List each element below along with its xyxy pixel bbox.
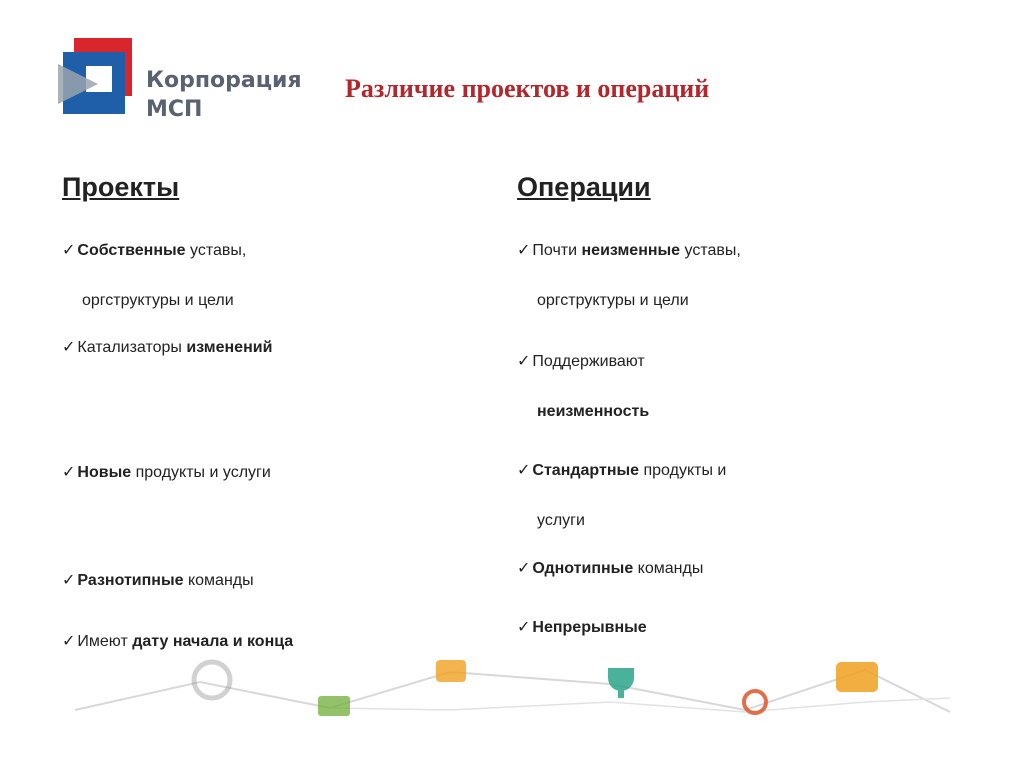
decorative-timeline — [0, 640, 1024, 767]
operations-heading: Операции — [517, 172, 651, 202]
projects-item-4 — [62, 570, 254, 590]
check-icon: ✓ — [517, 462, 531, 479]
item-bold: Разнотипные — [77, 572, 184, 589]
item-text: продукты и услуги — [131, 464, 271, 481]
item-bold-continued: неизменность — [537, 403, 650, 420]
item-bold: дату начала и конца — [132, 633, 294, 650]
operations-item-4 — [517, 558, 703, 578]
item-bold: Собственные — [77, 242, 186, 259]
check-icon: ✓ — [517, 353, 531, 370]
projects-item-1 — [62, 226, 246, 326]
projects-item-3 — [62, 462, 271, 482]
item-bold: Новые — [77, 464, 132, 481]
operations-item-2 — [517, 337, 649, 437]
item-text: команды — [183, 572, 254, 589]
item-bold: изменений — [186, 339, 273, 356]
coins-icon — [436, 660, 466, 682]
item-bold: Стандартные — [532, 462, 640, 479]
check-icon: ✓ — [517, 560, 531, 577]
check-icon: ✓ — [62, 464, 76, 481]
item-bold: Однотипные — [532, 560, 634, 577]
slide-title: Различие проектов и операций — [345, 74, 710, 103]
item-text: Имеют — [77, 633, 133, 650]
item-text: команды — [633, 560, 704, 577]
operations-item-1 — [517, 226, 741, 326]
logo-text — [146, 66, 302, 124]
check-icon: ✓ — [517, 619, 531, 636]
item-bold: неизменные — [581, 242, 681, 259]
item-text: Поддерживают — [532, 353, 645, 370]
logo-line-1: Корпорация — [146, 68, 302, 93]
operations-item-3 — [517, 446, 726, 546]
item-text-continued: оргструктуры и цели — [537, 292, 689, 309]
money-icon — [318, 696, 350, 716]
item-text: Катализаторы — [77, 339, 187, 356]
projects-item-2 — [62, 337, 272, 357]
check-icon: ✓ — [62, 242, 76, 259]
check-icon: ✓ — [62, 339, 76, 356]
check-icon: ✓ — [62, 633, 76, 650]
refresh-icon — [194, 662, 230, 698]
item-text: продукты и — [639, 462, 727, 479]
projects-heading: Проекты — [62, 172, 180, 202]
item-text-continued: оргструктуры и цели — [82, 292, 234, 309]
item-bold: Непрерывные — [532, 619, 647, 636]
logo-line-2: МСП — [146, 97, 203, 122]
check-icon: ✓ — [517, 242, 531, 259]
wallet-icon — [836, 662, 878, 692]
target-icon — [744, 691, 766, 713]
item-text: уставы, — [680, 242, 741, 259]
trophy-icon — [608, 668, 634, 698]
operations-item-5 — [517, 617, 647, 637]
check-icon: ✓ — [62, 572, 76, 589]
item-text: уставы, — [185, 242, 247, 259]
item-text-continued: услуги — [537, 512, 585, 529]
item-text: Почти — [532, 242, 582, 259]
